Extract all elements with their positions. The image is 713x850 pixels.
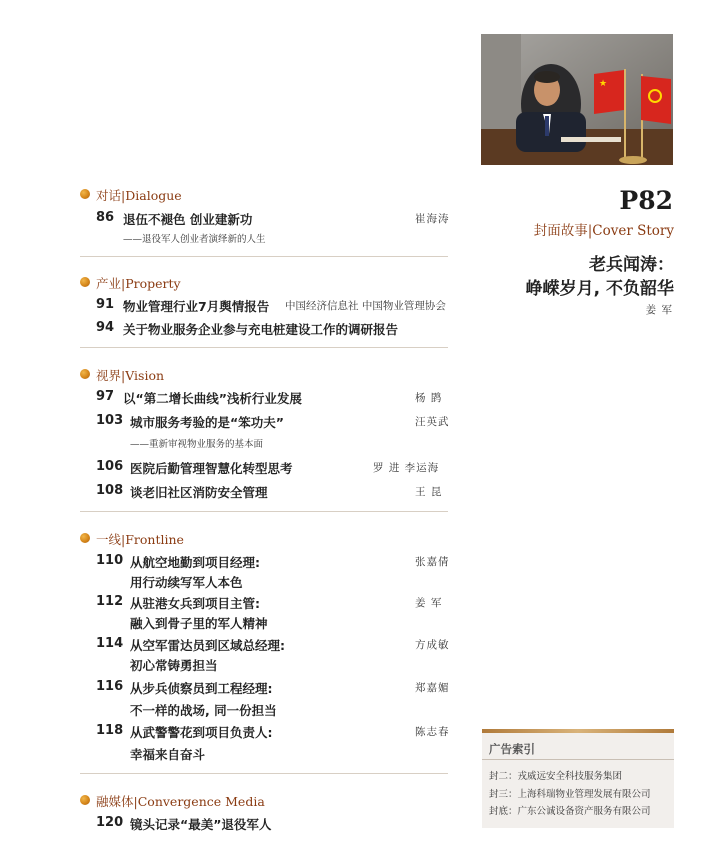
entry-page-number: 103 (96, 413, 124, 428)
entry-title-line2[interactable]: 融入到骨子里的军人精神 (130, 616, 268, 631)
entry-title-line2[interactable]: 初心常铸勇担当 (130, 658, 218, 673)
section-bullet (80, 277, 90, 287)
section-heading-property: 产业|Property (96, 276, 181, 291)
entry-author: 姜 军 (415, 597, 443, 609)
section-divider (80, 773, 448, 774)
entry-page-number: 86 (96, 210, 115, 225)
entry-page-number: 110 (96, 553, 124, 568)
ad-index-divider (482, 759, 674, 760)
entry-title[interactable]: 物业管理行业7月舆情报告 (123, 299, 270, 314)
entry-title-line2[interactable]: 幸福来自奋斗 (130, 747, 206, 762)
cover-author: 姜 军 (645, 304, 673, 316)
section-label: 对话 (96, 188, 122, 203)
entry-page-number: 108 (96, 483, 124, 498)
entry-author: 中国经济信息社 中国物业管理协会 (285, 300, 446, 312)
cover-page-number: P82 (619, 186, 673, 215)
section-label-en: Frontline (125, 532, 184, 547)
entry-page-number: 106 (96, 459, 124, 474)
section-heading-frontline: 一线|Frontline (96, 532, 184, 547)
entry-page-number: 118 (96, 723, 124, 738)
ad-index-item: 封二：戎威远安全科技服务集团 (489, 771, 623, 782)
entry-author: 郑嘉媚 (415, 682, 450, 694)
entry-title[interactable]: 镜头记录“最美”退役军人 (130, 817, 272, 832)
entry-title[interactable]: 谈老旧社区消防安全管理 (130, 485, 268, 500)
entry-subtitle: ——退役军人创业者演绎新的人生 (123, 234, 266, 245)
section-divider (80, 511, 448, 512)
entry-page-number: 112 (96, 594, 124, 609)
section-label-en: Property (125, 276, 181, 291)
entry-title[interactable]: 从武警警花到项目负责人: (130, 725, 273, 740)
entry-author: 张嘉倩 (415, 556, 450, 568)
entry-title-line2[interactable]: 用行动续写军人本色 (130, 575, 243, 590)
entry-title[interactable]: 关于物业服务企业参与充电桩建设工作的调研报告 (123, 322, 399, 337)
section-label-en: Dialogue (125, 188, 182, 203)
entry-author: 崔海涛 (415, 213, 450, 225)
entry-title-line2[interactable]: 不一样的战场, 同一份担当 (130, 703, 277, 718)
entry-title[interactable]: 以“第二增长曲线”浅析行业发展 (123, 391, 302, 406)
entry-title[interactable]: 从驻港女兵到项目主管: (130, 596, 260, 611)
cover-title-line2[interactable]: 峥嵘岁月, 不负韶华 (525, 279, 674, 299)
section-bullet (80, 533, 90, 543)
section-label-en: Vision (125, 368, 165, 383)
svg-text:★: ★ (599, 79, 608, 89)
section-label: 融媒体 (96, 794, 134, 809)
section-bullet (80, 189, 90, 199)
entry-title[interactable]: 退伍不褪色 创业建新功 (123, 212, 253, 227)
ad-index-item: 封三：上海科瑞物业管理发展有限公司 (489, 789, 651, 800)
entry-page-number: 91 (96, 297, 115, 312)
cover-photo (481, 34, 673, 165)
section-heading-dialogue: 对话|Dialogue (96, 188, 182, 203)
cover-label-en: Cover Story (592, 223, 674, 239)
section-label: 视界 (96, 368, 122, 383)
section-divider (80, 347, 448, 348)
entry-page-number: 97 (96, 389, 115, 404)
entry-page-number: 116 (96, 679, 124, 694)
cover-story-label: 封面故事|Cover Story (533, 223, 674, 239)
section-heading-convergence-media: 融媒体|Convergence Media (96, 794, 265, 809)
cover-title-line1[interactable]: 老兵闻涛： (589, 255, 674, 275)
entry-author: 汪英武 (415, 416, 450, 428)
section-label-en: Convergence Media (137, 794, 265, 809)
entry-title[interactable]: 从空军雷达员到区域总经理: (130, 638, 285, 653)
entry-title[interactable]: 从步兵侦察员到工程经理: (130, 681, 273, 696)
section-label: 一线 (96, 532, 122, 547)
ad-index-item: 封底：广东公诚设备资产服务有限公司 (489, 806, 651, 817)
entry-title[interactable]: 医院后勤管理智慧化转型思考 (130, 461, 293, 476)
entry-subtitle: ——重新审视物业服务的基本面 (130, 439, 264, 450)
entry-author: 王 昆 (415, 486, 443, 498)
entry-title[interactable]: 城市服务考验的是“笨功夫” (130, 415, 284, 430)
section-divider (80, 256, 448, 257)
entry-author: 罗 进 李运海 (373, 462, 440, 474)
ad-index-top-bar (482, 729, 674, 733)
entry-author: 杨 鹍 (415, 392, 443, 404)
entry-title[interactable]: 从航空地勤到项目经理: (130, 555, 260, 570)
entry-page-number: 114 (96, 636, 124, 651)
section-label: 产业 (96, 276, 122, 291)
entry-author: 方成敏 (415, 639, 450, 651)
ad-index-heading: 广告索引 (489, 742, 535, 756)
entry-author: 陈志春 (415, 726, 450, 738)
entry-page-number: 120 (96, 815, 124, 830)
section-bullet (80, 369, 90, 379)
section-bullet (80, 795, 90, 805)
section-heading-vision: 视界|Vision (96, 368, 165, 383)
cover-label: 封面故事 (533, 223, 588, 239)
entry-page-number: 94 (96, 320, 115, 335)
